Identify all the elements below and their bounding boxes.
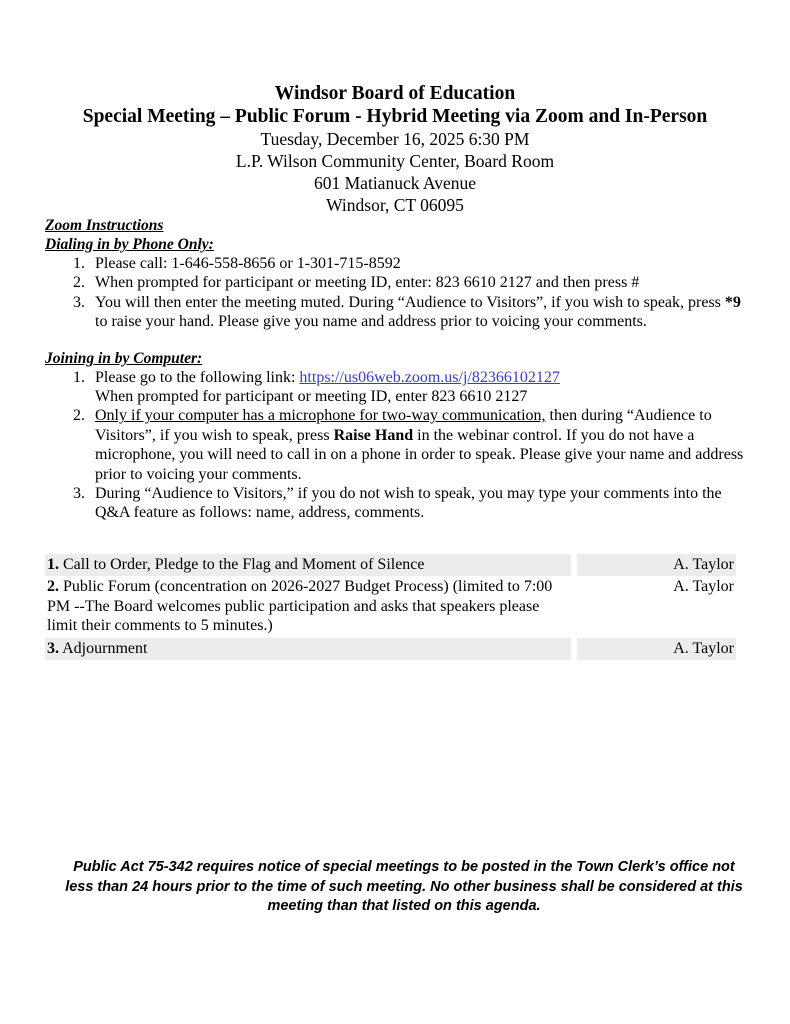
- agenda-item-number: 3.: [47, 639, 59, 657]
- agenda-item-description-cell: [45, 638, 571, 660]
- computer-step-3: [89, 484, 748, 523]
- computer-step-2-suffix: in the webinar control. If you do not have a microphone, you will need to call in on a phone in order to speak. Please give your name and address prior to voicing your comments.: [95, 426, 744, 483]
- agenda-item-number: 2.: [47, 578, 59, 596]
- phone-dialing-heading: Dialing in by Phone Only:: [45, 236, 214, 253]
- phone-step-2: [89, 273, 748, 292]
- document-header: [0, 0, 790, 216]
- phone-step-1-text: Please call: 1-646-558-8656 or 1-301-715-8592: [95, 255, 401, 272]
- table-row: [45, 638, 736, 660]
- computer-step-2: [89, 406, 748, 484]
- meeting-street-address: 601 Matianuck Avenue: [314, 173, 476, 193]
- phone-step-2-prefix: When prompted for participant or meeting ID, enter:: [95, 274, 436, 292]
- meeting-type-title: Special Meeting – Public Forum - Hybrid Meeting via Zoom and In-Person: [82, 106, 708, 127]
- raise-hand-control-label: Raise Hand: [333, 426, 414, 444]
- phone-steps-list: [45, 254, 748, 332]
- agenda-table-body: [45, 554, 736, 660]
- zoom-instructions-section: [0, 216, 790, 523]
- phone-step-1: [89, 254, 748, 273]
- agenda-item-text: Adjournment: [59, 639, 148, 657]
- computer-step-1: [89, 368, 748, 407]
- phone-step-2-suffix: and then press #: [531, 274, 640, 292]
- table-row: [45, 576, 736, 637]
- computer-steps-list: [45, 368, 748, 523]
- meeting-datetime: Tuesday, December 16, 2025 6:30 PM: [260, 129, 530, 149]
- phone-step-3-prefix: You will then enter the meeting muted. During “Audience to Visitors”, if you wish to speak, press: [95, 293, 725, 311]
- phone-step-3-suffix: to raise your hand. Please give you name and address prior to voicing your comments.: [95, 313, 647, 331]
- microphone-requirement-underlined: Only if your computer has a microphone for two-way communication,: [95, 407, 546, 425]
- phone-meeting-id: 823 6610 2127: [435, 274, 532, 292]
- computer-step-2-middle: then during “Audience to Visitors”, if you wish to speak, press: [95, 407, 712, 444]
- raise-hand-keycode: *9: [724, 293, 741, 311]
- agenda-item-presenter-cell: A. Taylor: [577, 638, 736, 660]
- agenda-item-number: 1.: [47, 555, 59, 573]
- computer-joining-heading: Joining in by Computer:: [45, 349, 203, 367]
- section-spacer: [45, 332, 748, 349]
- phone-step-3: [89, 293, 748, 332]
- zoom-meeting-link[interactable]: https://us06web.zoom.us/j/82366102127: [299, 368, 560, 386]
- agenda-item-presenter-cell: A. Taylor: [577, 576, 736, 637]
- agenda-item-description-cell: [45, 554, 571, 576]
- agenda-item-text: Call to Order, Pledge to the Flag and Moment of Silence: [59, 555, 425, 573]
- legal-notice-footer: Public Act 75-342 requires notice of special meetings to be posted in the Town Clerk’s office not less than 24 hours prior to the time of such meeting. No other business shall be considered at this meeting than that listed on this agenda.: [65, 859, 743, 914]
- zoom-instructions-heading: Zoom Instructions: [45, 217, 164, 234]
- organization-title: Windsor Board of Education: [274, 83, 516, 104]
- meeting-venue: L.P. Wilson Community Center, Board Room: [235, 151, 555, 171]
- agenda-item-presenter-cell: A. Taylor: [577, 554, 736, 576]
- agenda-item-description-cell: [45, 576, 571, 637]
- computer-step-1-prefix: Please go to the following link:: [95, 368, 300, 386]
- agenda-section: [0, 554, 790, 660]
- computer-step-1-subline: When prompted for participant or meeting ID, enter 823 6610 2127: [95, 388, 528, 406]
- table-row: [45, 554, 736, 576]
- computer-step-3-text: During “Audience to Visitors,” if you do not wish to speak, you may type your comments into the Q&A feature as follows: name, address, comments.: [95, 485, 722, 522]
- agenda-table: [39, 554, 742, 660]
- agenda-item-text: Public Forum (concentration on 2026-2027 Budget Process) (limited to 7:00 PM --The Board welcomes public participation and asks that speakers please limit their comments to 5 minutes.): [47, 578, 553, 635]
- meeting-city-state-zip: Windsor, CT 06095: [326, 195, 464, 215]
